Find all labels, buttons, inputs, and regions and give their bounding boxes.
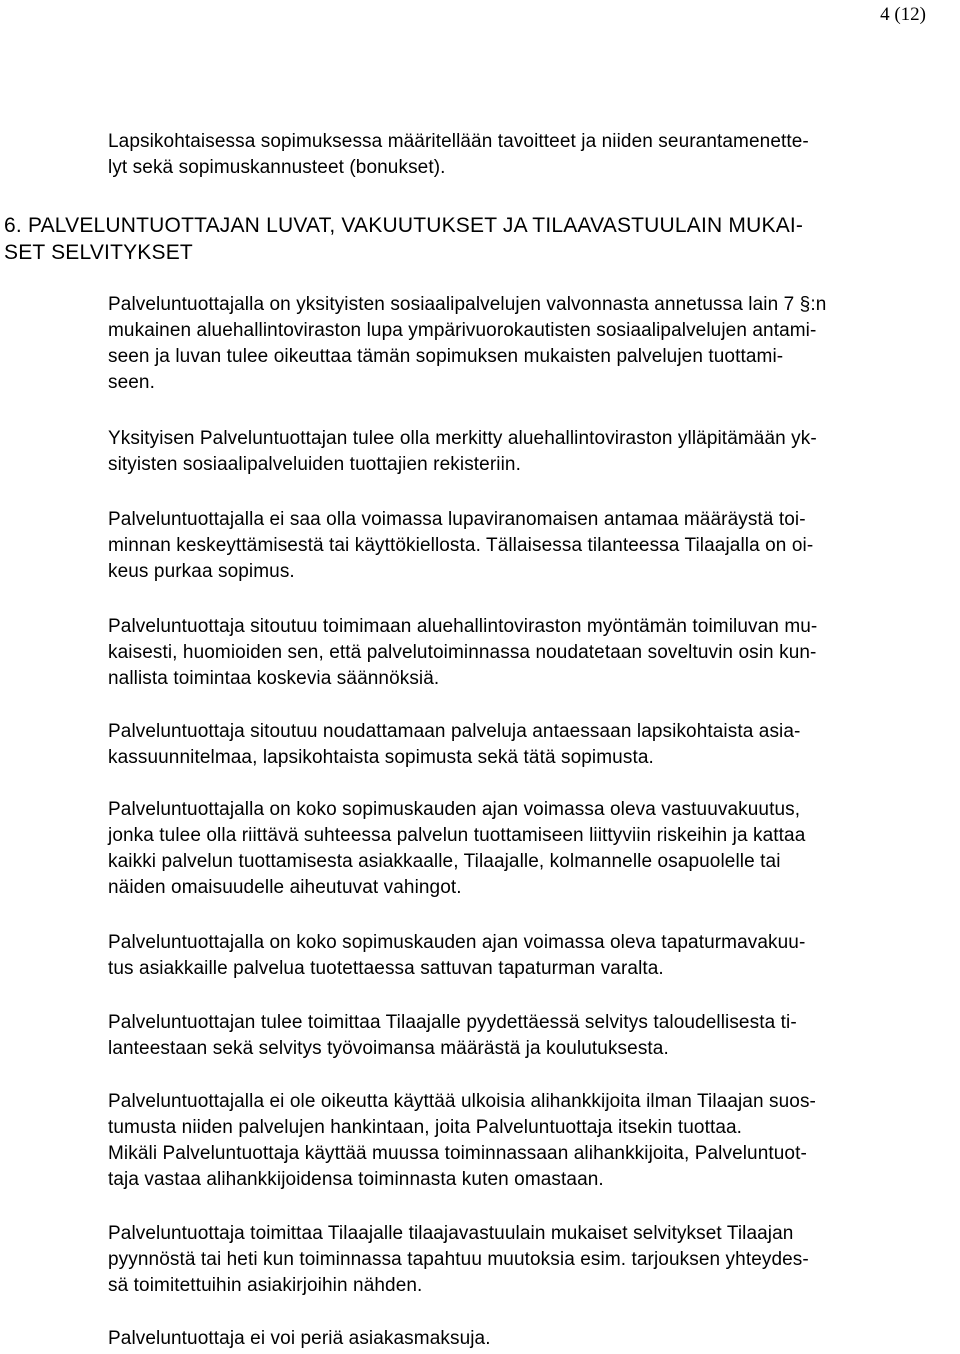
- text-line: tus asiakkaille palvelua tuotettaessa sattuvan tapaturman varalta.: [108, 958, 664, 979]
- text-line: kaikki palvelun tuottamisesta asiakkaalle, Tilaajalle, kolmannelle osapuolelle tai: [108, 851, 781, 872]
- paragraph-client-fees: [108, 1326, 948, 1352]
- intro-paragraph: [108, 129, 948, 181]
- paragraph-license: [108, 292, 948, 396]
- text-line: lyt sekä sopimuskannusteet (bonukset).: [108, 157, 446, 178]
- text-line: näiden omaisuudelle aiheutuvat vahingot.: [108, 877, 462, 898]
- paragraph-client-plan: [108, 719, 948, 771]
- paragraph-register: [108, 426, 948, 478]
- text-line: seen.: [108, 372, 155, 393]
- text-line: Mikäli Palveluntuottaja käyttää muussa toiminnassaan alihankkijoita, Palveluntuot-: [108, 1143, 807, 1164]
- text-line: Palveluntuottajalla on koko sopimuskauden ajan voimassa oleva vastuuvakuutus,: [108, 799, 801, 820]
- text-line: nallista toimintaa koskevia säännöksiä.: [108, 668, 440, 689]
- text-line: mukainen aluehallintoviraston lupa ympärivuorokautisten sosiaalipalvelujen antami-: [108, 320, 817, 341]
- heading-line: 6. PALVELUNTUOTTAJAN LUVAT, VAKUUTUKSET JA TILAAVASTUULAIN MUKAI-: [4, 214, 804, 237]
- paragraph-suspension: [108, 507, 948, 585]
- text-line: Palveluntuottajalla on koko sopimuskauden ajan voimassa oleva tapaturmavakuu-: [108, 932, 806, 953]
- text-line: Palveluntuottaja toimittaa Tilaajalle tilaajavastuulain mukaiset selvitykset Tilaajan: [108, 1223, 794, 1244]
- text-line: Palveluntuottajalla ei ole oikeutta käyttää ulkoisia alihankkijoita ilman Tilaajan suos-: [108, 1091, 816, 1112]
- text-line: seen ja luvan tulee oikeuttaa tämän sopimuksen mukaisten palvelujen tuottami-: [108, 346, 784, 367]
- paragraph-contractor-liability: [108, 1221, 948, 1299]
- section-heading: [4, 212, 954, 266]
- text-line: Lapsikohtaisessa sopimuksessa määritellään tavoitteet ja niiden seurantamenette-: [108, 131, 809, 152]
- paragraph-subcontractors: [108, 1089, 948, 1193]
- text-line: sityisten sosiaalipalveluiden tuottajien rekisteriin.: [108, 454, 521, 475]
- text-line: keus purkaa sopimus.: [108, 561, 295, 582]
- page-number: 4 (12): [880, 4, 926, 25]
- text-line: minnan keskeyttämisestä tai käyttökiellosta. Tällaisessa tilanteessa Tilaajalla on oi-: [108, 535, 814, 556]
- text-line: Palveluntuottaja sitoutuu noudattamaan palveluja antaessaan lapsikohtaista asia-: [108, 721, 801, 742]
- text-line: Palveluntuottaja sitoutuu toimimaan aluehallintoviraston myöntämän toimiluvan mu-: [108, 616, 818, 637]
- paragraph-liability-insurance: [108, 797, 948, 901]
- paragraph-permit-compliance: [108, 614, 948, 692]
- text-line: kassuunnitelmaa, lapsikohtaista sopimusta sekä tätä sopimusta.: [108, 747, 654, 768]
- text-line: Palveluntuottajalla ei saa olla voimassa lupaviranomaisen antamaa määräystä toi-: [108, 509, 806, 530]
- text-line: tumusta niiden palvelujen hankintaan, joita Palveluntuottaja itsekin tuottaa.: [108, 1117, 743, 1138]
- text-line: Palveluntuottajalla on yksityisten sosiaalipalvelujen valvonnasta annetussa lain 7 §:n: [108, 294, 827, 315]
- text-line: jonka tulee olla riittävä suhteessa palvelun tuottamiseen liittyviin riskeihin ja kattaa: [108, 825, 806, 846]
- heading-line: SET SELVITYKSET: [4, 241, 193, 264]
- paragraph-accident-insurance: [108, 930, 948, 982]
- text-line: Palveluntuottaja ei voi periä asiakasmaksuja.: [108, 1328, 491, 1349]
- paragraph-financial-report: [108, 1010, 948, 1062]
- text-line: kaisesti, huomioiden sen, että palvelutoiminnassa noudatetaan soveltuvin osin kun-: [108, 642, 817, 663]
- text-line: sä toimitettuihin asiakirjoihin nähden.: [108, 1275, 423, 1296]
- text-line: lanteestaan sekä selvitys työvoimansa määrästä ja koulutuksesta.: [108, 1038, 669, 1059]
- text-line: Palveluntuottajan tulee toimittaa Tilaajalle pyydettäessä selvitys taloudellisesta ti-: [108, 1012, 797, 1033]
- text-line: taja vastaa alihankkijoidensa toiminnasta kuten omastaan.: [108, 1169, 604, 1190]
- text-line: Yksityisen Palveluntuottajan tulee olla merkitty aluehallintoviraston ylläpitämään yk-: [108, 428, 817, 449]
- text-line: pyynnöstä tai heti kun toiminnassa tapahtuu muutoksia esim. tarjouksen yhteydes-: [108, 1249, 809, 1270]
